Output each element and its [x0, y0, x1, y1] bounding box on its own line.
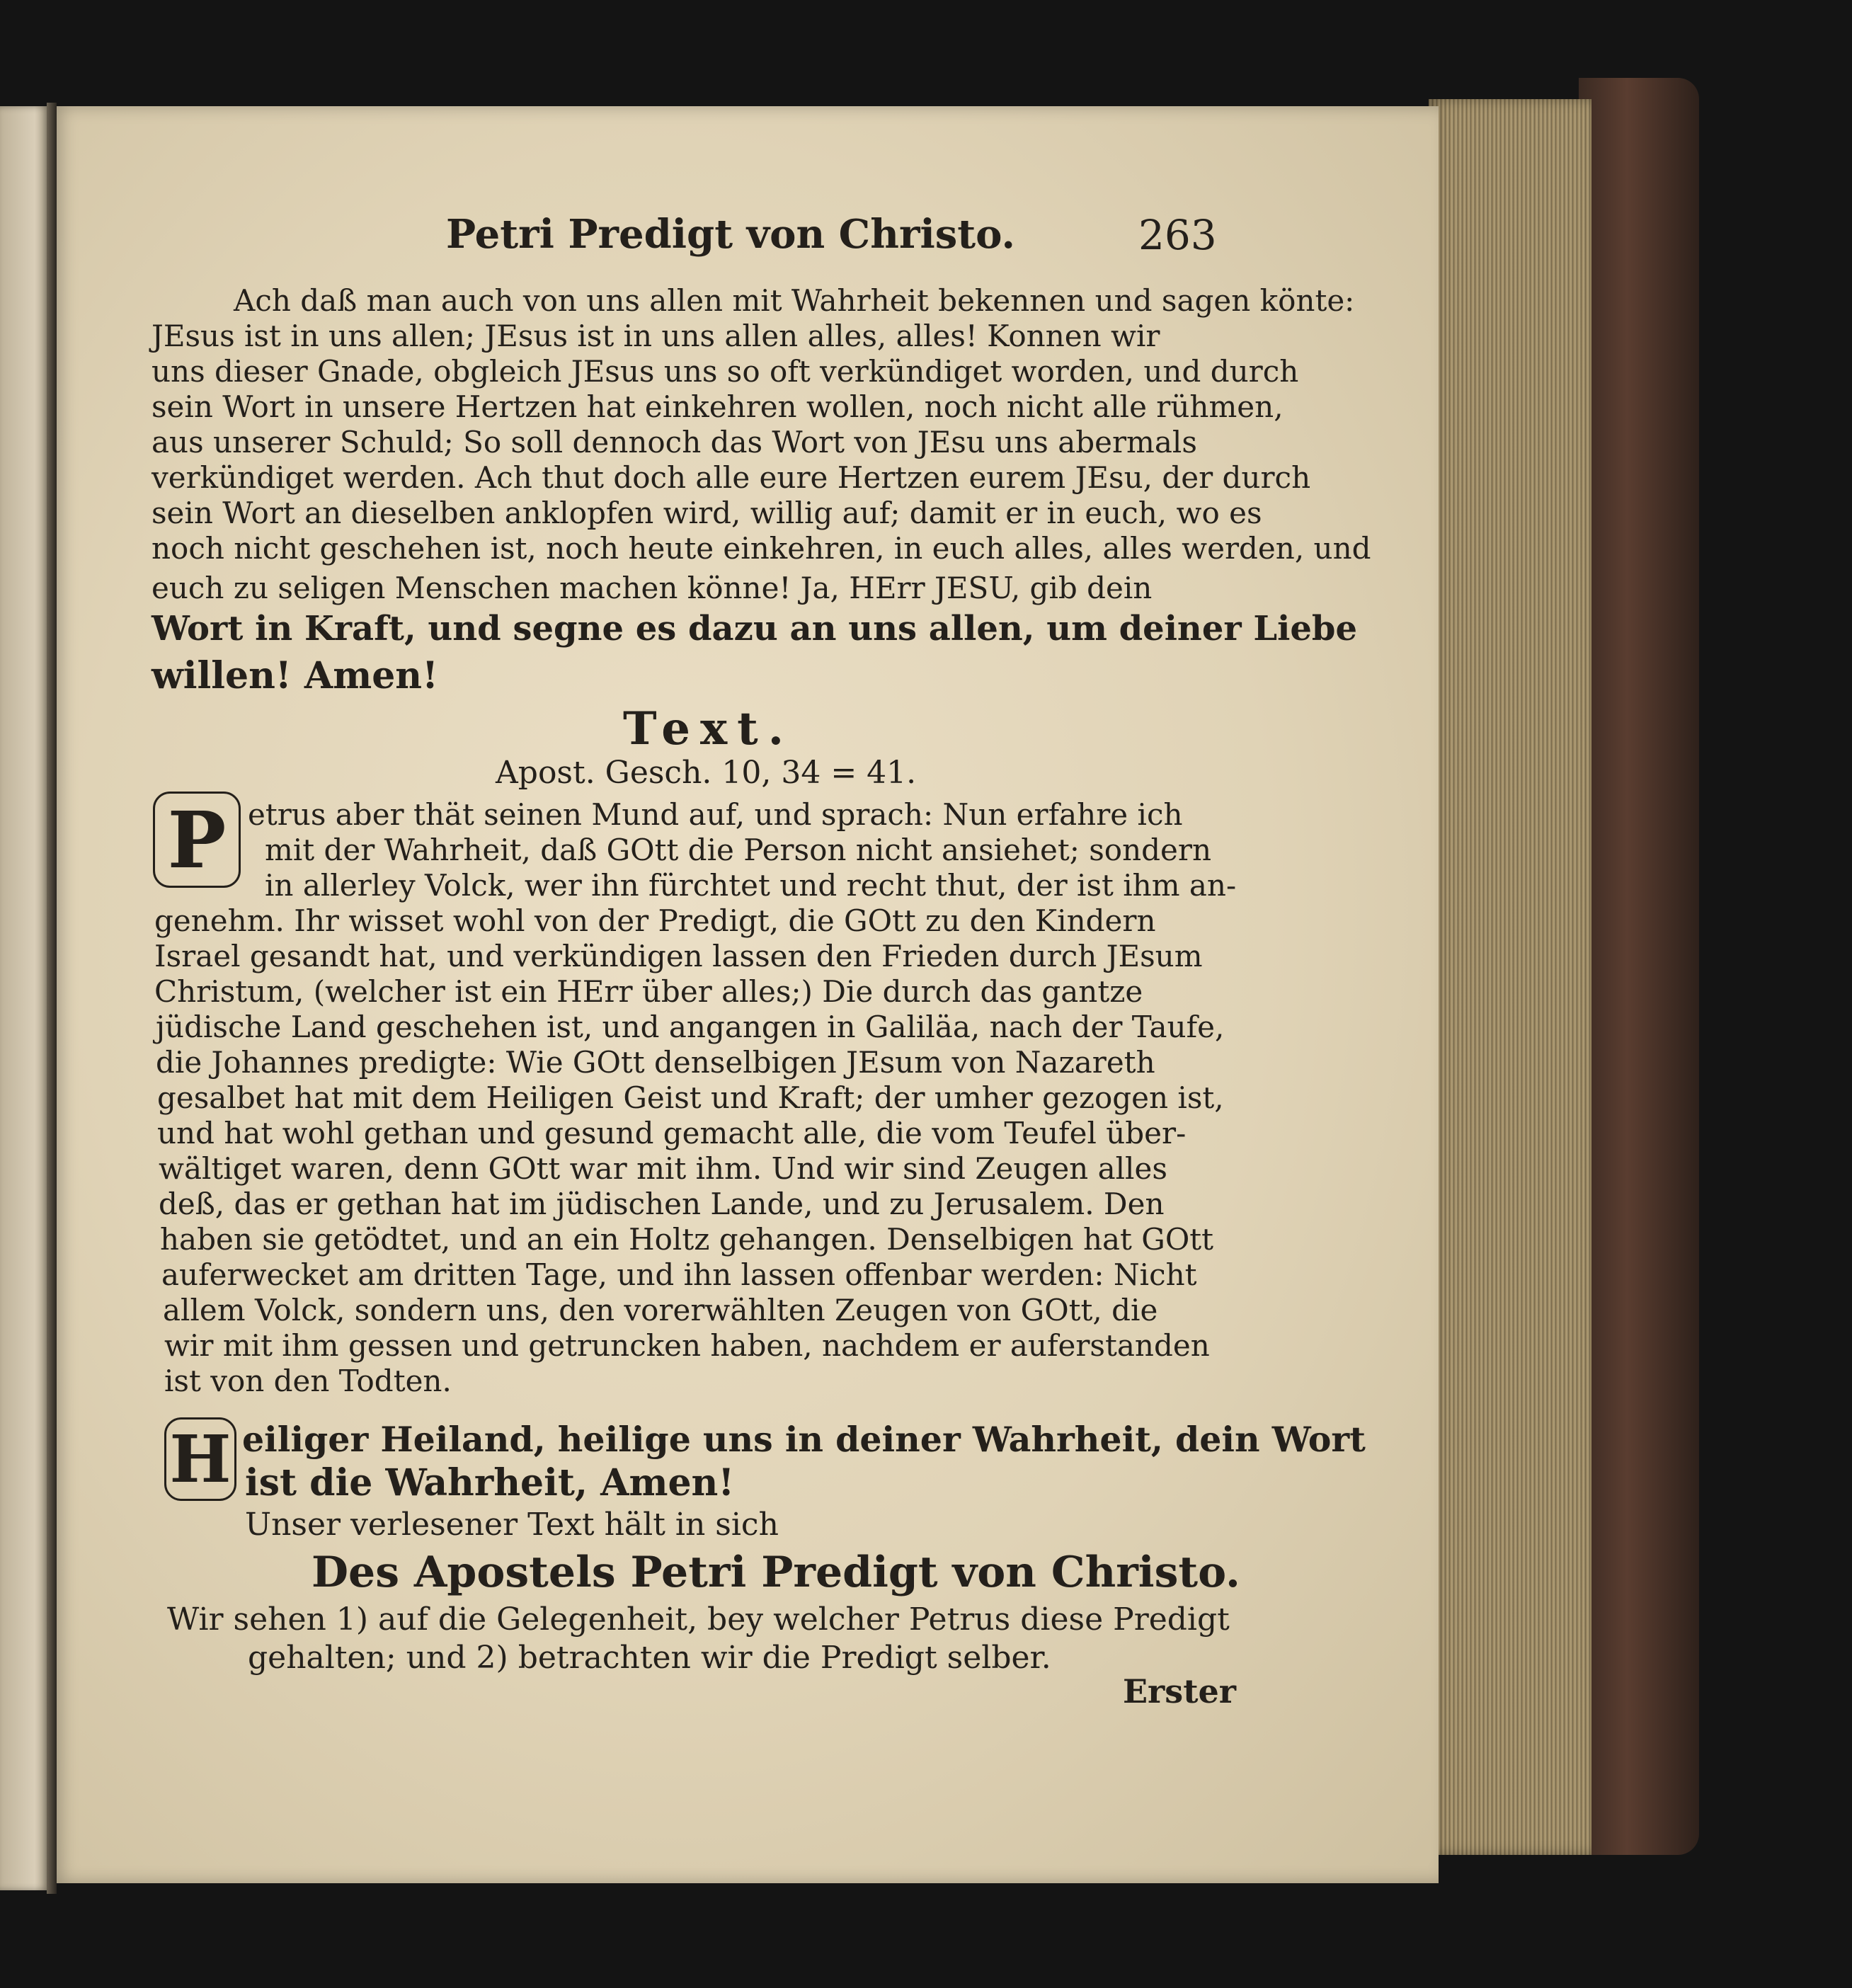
scripture-line: genehm. Ihr wisset wohl von der Predigt, die GOtt zu den Kindern — [154, 903, 1156, 938]
closing-line: sein Wort in unsere Hertzen hat einkehren wollen, noch nicht alle rühmen, — [152, 389, 1284, 424]
closing-line: sein Wort an dieselben anklopfen wird, willig auf; damit er in euch, wo es — [152, 496, 1262, 530]
left-page-edge — [0, 106, 50, 1890]
decorated-initial: H — [164, 1417, 236, 1501]
prayer-line: eiliger Heiland, heilige uns in deiner Wahrheit, dein Wort — [242, 1419, 1366, 1460]
closing-line: noch nicht geschehen ist, noch heute einkehren, in euch alles, alles werden, und — [152, 531, 1371, 566]
scripture-line: gesalbet hat mit dem Heiligen Geist und Kraft; der umher gezogen ist, — [157, 1080, 1224, 1115]
page-number: 263 — [1138, 211, 1217, 259]
theme-heading: Des Apostels Petri Predigt von Christo. — [311, 1548, 1240, 1597]
division-line: gehalten; und 2) betrachten wir die Predigt selber. — [248, 1640, 1051, 1676]
closing-emphasis-line: willen! Amen! — [152, 654, 438, 697]
scripture-line: etrus aber thät seinen Mund auf, und sprach: Nun erfahre ich — [248, 797, 1183, 832]
scripture-line: auferwecket am dritten Tage, und ihn lassen offenbar werden: Nicht — [161, 1257, 1197, 1292]
scripture-line: die Johannes predigte: Wie GOtt denselbigen JEsum von Nazareth — [156, 1045, 1155, 1080]
scripture-line: Christum, (welcher ist ein HErr über alles;) Die durch das gantze — [154, 974, 1143, 1009]
scripture-line: wältiget waren, denn GOtt war mit ihm. Und wir sind Zeugen alles — [159, 1151, 1167, 1186]
scripture-line: haben sie getödtet, und an ein Holtz gehangen. Denselbigen hat GOtt — [160, 1222, 1214, 1257]
closing-line: verkündiget werden. Ach thut doch alle eure Hertzen eurem JEsu, der durch — [152, 460, 1311, 495]
division-line: Wir sehen 1) auf die Gelegenheit, bey welcher Petrus diese Predigt — [167, 1601, 1230, 1638]
scripture-line: wir mit ihm gessen und getruncken haben, nachdem er auferstanden — [164, 1328, 1210, 1363]
closing-line: JEsus ist in uns allen; JEsus ist in uns allen alles, alles! Konnen wir — [152, 319, 1160, 353]
scripture-line: deß, das er gethan hat im jüdischen Lande, und zu Jerusalem. Den — [159, 1187, 1165, 1221]
scripture-line: jüdische Land geschehen ist, und angangen in Galiläa, nach der Taufe, — [156, 1010, 1225, 1044]
scripture-line: mit der Wahrheit, daß GOtt die Person nicht ansiehet; sondern — [265, 833, 1212, 867]
scripture-line: und hat wohl gethan und gesund gemacht alle, die vom Teufel über- — [157, 1116, 1187, 1150]
closing-line: aus unserer Schuld; So soll dennoch das Wort von JEsu uns abermals — [152, 425, 1197, 459]
catchword: Erster — [1123, 1672, 1236, 1710]
section-title: Text. — [623, 702, 794, 755]
book-cover-edge — [1579, 78, 1699, 1855]
closing-line: uns dieser Gnade, obgleich JEsus uns so oft verkündiget worden, und durch — [152, 354, 1299, 389]
intro-line: Unser verlesener Text hält in sich — [245, 1507, 779, 1543]
closing-emphasis-line: Wort in Kraft, und segne es dazu an uns allen, um deiner Liebe — [152, 609, 1357, 649]
scripture-citation: Apost. Gesch. 10, 34 = 41. — [496, 755, 917, 791]
closing-line: euch zu seligen Menschen machen könne! Ja, HErr JESU, gib dein — [152, 571, 1153, 605]
scripture-line: ist von den Todten. — [164, 1364, 452, 1398]
running-title: Petri Predigt von Christo. — [446, 211, 1015, 258]
scripture-line: in allerley Volck, wer ihn fürchtet und recht thut, der ist ihm an- — [265, 868, 1237, 903]
scripture-line: allem Volck, sondern uns, den vorerwählten Zeugen von GOtt, die — [163, 1293, 1158, 1327]
decorated-initial: P — [153, 792, 241, 888]
page-fore-edge — [1429, 99, 1591, 1855]
book-gutter — [47, 103, 57, 1894]
scripture-line: Israel gesandt hat, und verkündigen lassen den Frieden durch JEsum — [154, 939, 1203, 973]
prayer-line: ist die Wahrheit, Amen! — [245, 1461, 735, 1504]
closing-line: Ach daß man auch von uns allen mit Wahrheit bekennen und sagen könte: — [234, 283, 1355, 318]
